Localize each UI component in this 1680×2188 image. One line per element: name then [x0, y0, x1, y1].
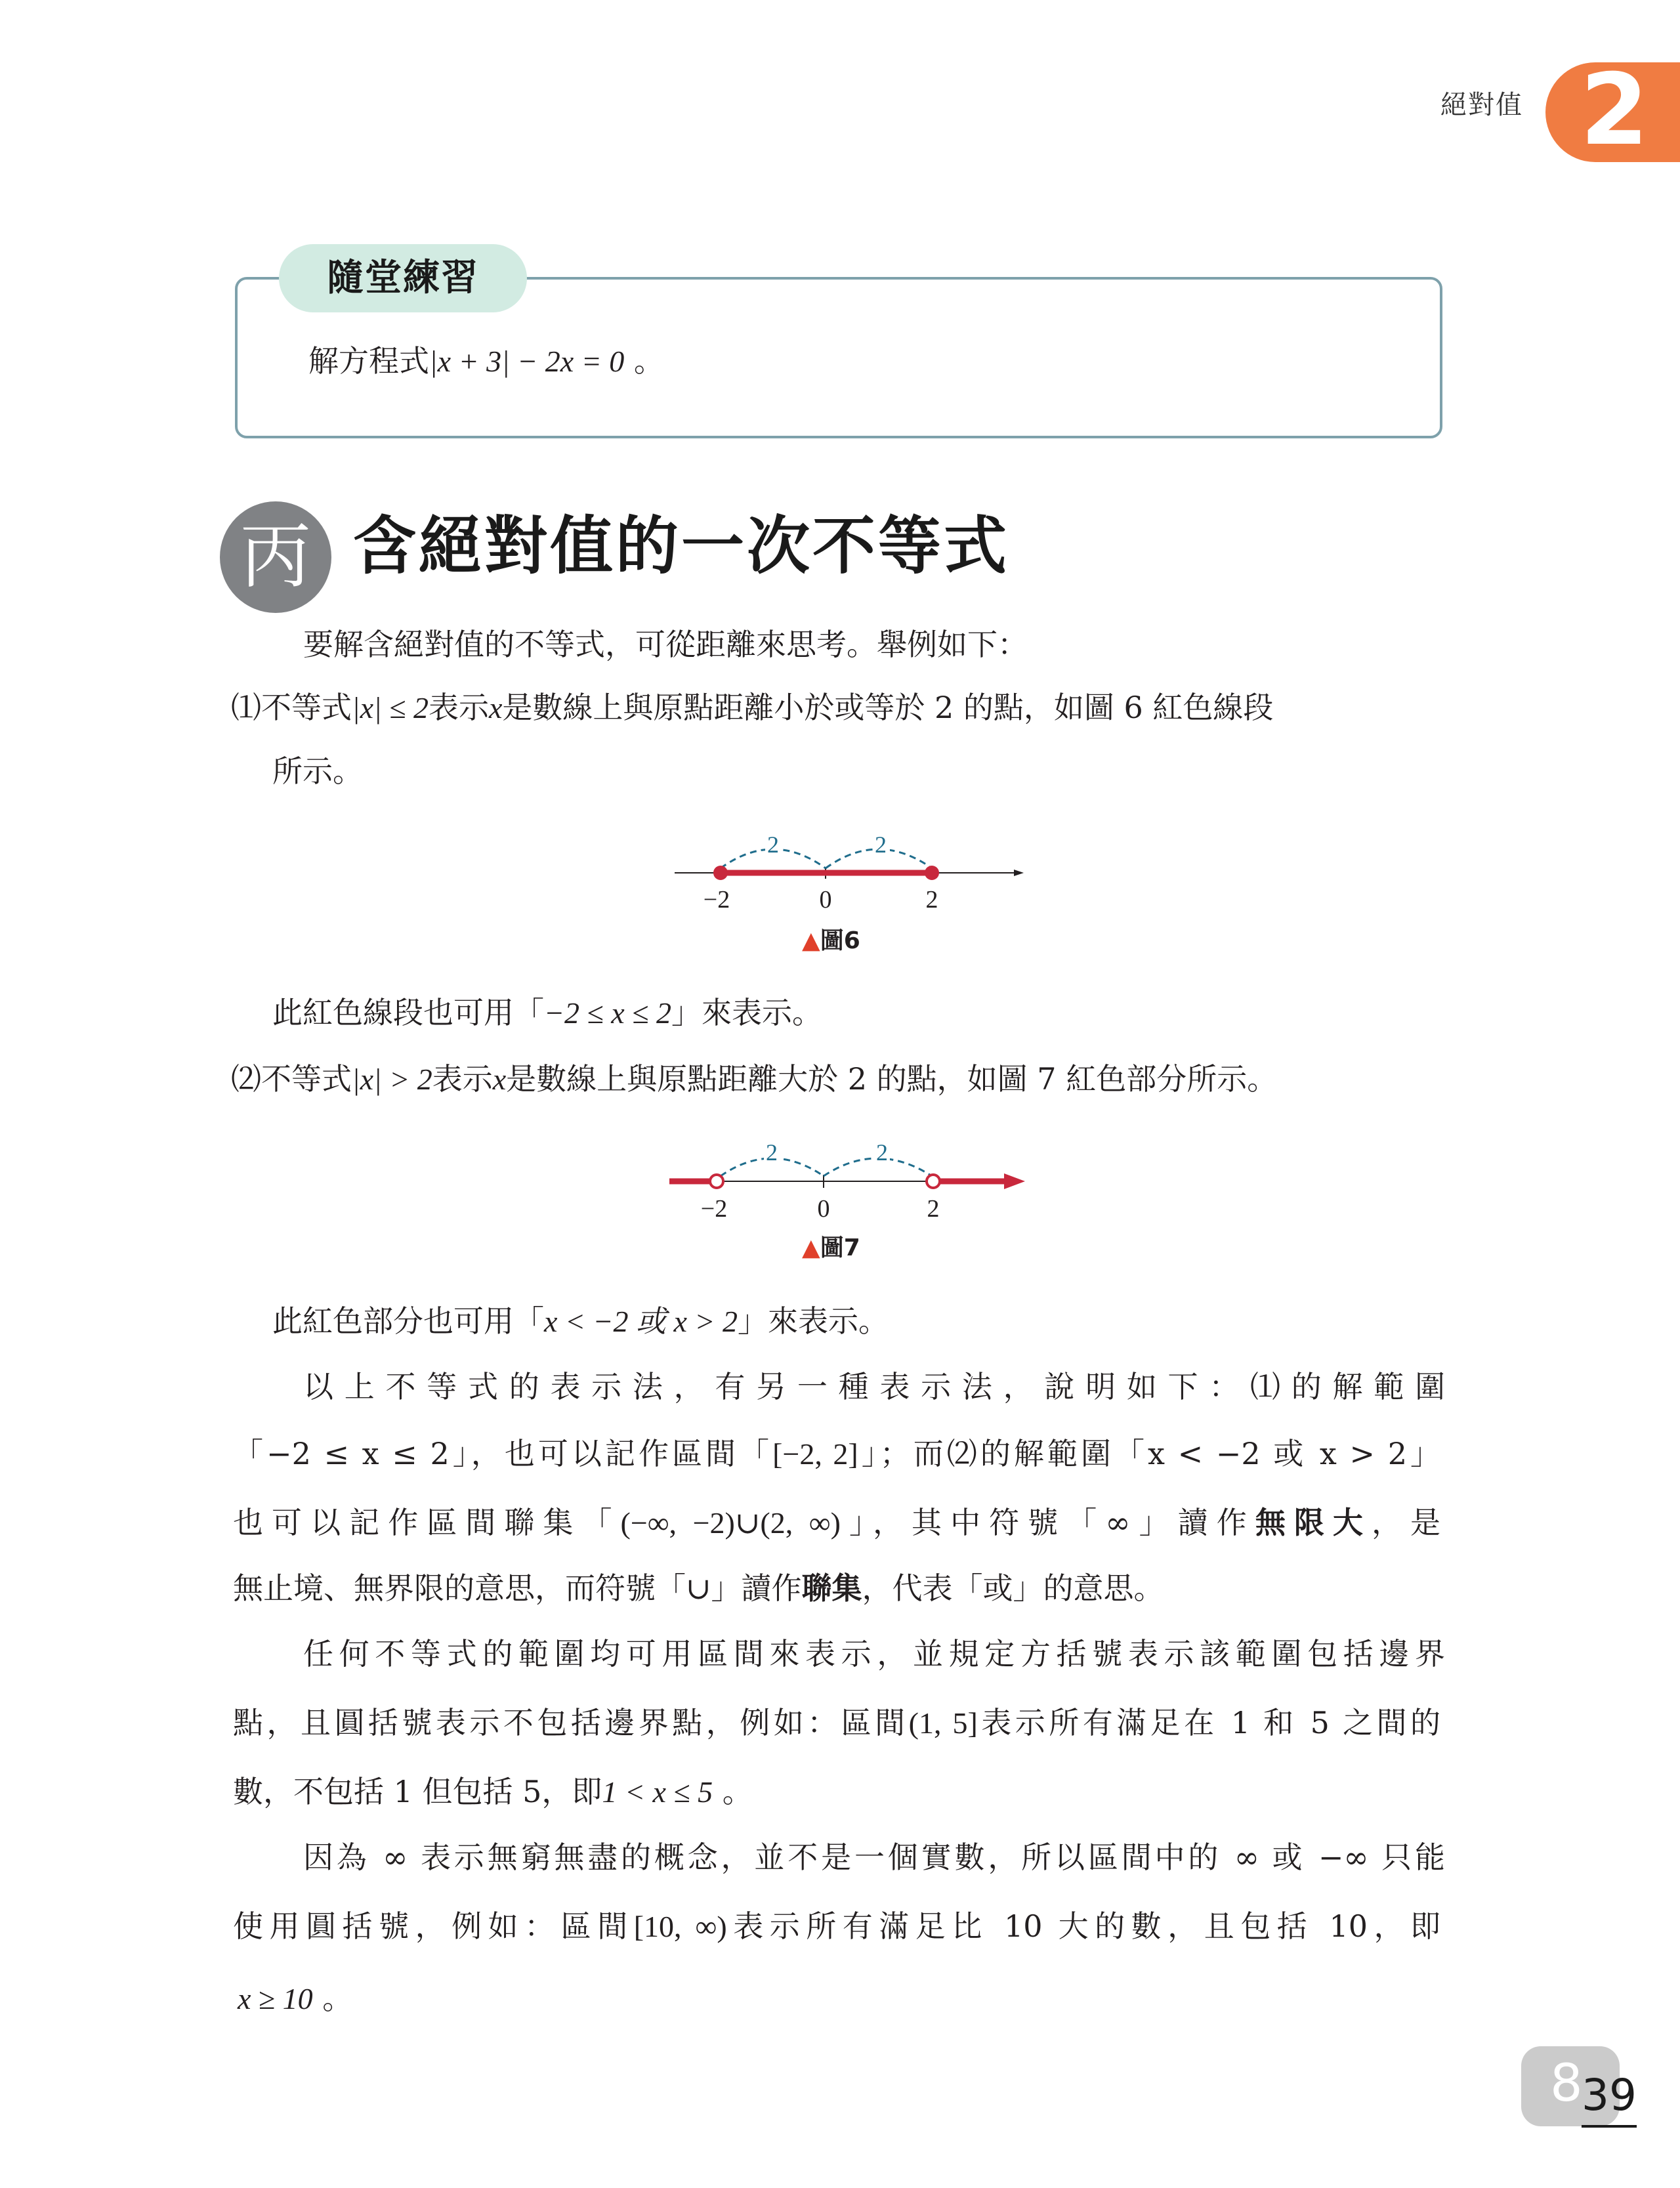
- term-infinity: 無限大: [1255, 1505, 1372, 1540]
- triangle-icon: ▲: [802, 927, 820, 954]
- svg-text:−2: −2: [703, 886, 730, 914]
- infinity-paragraph-line-1: 因為 ∞ 表示無窮無盡的概念，並不是一個實數，所以區間中的 ∞ 或 −∞ 只能: [303, 1840, 1445, 1875]
- bracket-paragraph-line-2: [233, 1703, 1440, 1743]
- item-2-text: 是數線上與原點距離大於 2 的點，如圖 7 紅色部分所示。: [506, 1061, 1278, 1097]
- item-2-math: |x| > 2: [352, 1062, 432, 1096]
- para-text: 數，不包括 1 但包括 5，即: [233, 1774, 602, 1809]
- note-text: 」來表示。: [737, 1303, 889, 1339]
- para-text: 。: [322, 1981, 353, 2016]
- practice-tag-label: 隨堂練習: [327, 257, 479, 299]
- item-1: [231, 688, 1273, 728]
- figure-6: [656, 824, 1037, 955]
- para-text: ，是: [1371, 1505, 1441, 1540]
- infinity-paragraph-line-3: [238, 1979, 352, 2019]
- figure-7-caption: [802, 1229, 860, 1263]
- para-text: 也可以記作區間聯集「: [233, 1505, 621, 1540]
- svg-text:2: 2: [875, 831, 887, 858]
- interval-paragraph-line-3: [233, 1503, 1440, 1543]
- section-title: 含絕對值的一次不等式: [353, 509, 1009, 583]
- svg-text:−2: −2: [700, 1195, 728, 1223]
- item-2-var: x: [492, 1062, 507, 1096]
- figure-6-note: [272, 993, 822, 1033]
- para-text: 。: [722, 1774, 753, 1809]
- figure-6-caption: [802, 922, 860, 956]
- para-text: ，代表「或」的意思。: [862, 1570, 1164, 1606]
- interval-paragraph-line-2: [233, 1434, 1440, 1474]
- interval-paragraph-line-4: [233, 1568, 1164, 1608]
- number-line-closed: [656, 824, 1037, 915]
- svg-text:0: 0: [819, 886, 832, 914]
- item-1-text: 是數線上與原點距離小於或等於 2 的點，如圖 6 紅色線段: [502, 690, 1274, 725]
- para-math: 1 < x ≤ 5: [602, 1775, 713, 1809]
- bracket-paragraph-line-1: 任何不等式的範圍均可用區間來表示，並規定方括號表示該範圍包括邊界: [303, 1636, 1445, 1672]
- interval-paragraph-line-1: 以上不等式的表示法，有另一種表示法，說明如下：⑴的解範圍: [303, 1369, 1445, 1404]
- item-2-text: 不等式: [261, 1061, 352, 1097]
- para-text: 使用圓括號，例如：區間: [233, 1908, 634, 1944]
- para-math: [10, ∞): [633, 1910, 727, 1943]
- para-text: 」，其中符號「∞」讀作: [840, 1505, 1255, 1540]
- chapter-number: 2: [1580, 53, 1649, 167]
- practice-question-math: |x + 3| − 2x = 0: [429, 345, 625, 378]
- svg-text:2: 2: [927, 1195, 940, 1223]
- figure-6-caption-text: 圖6: [820, 927, 860, 954]
- figure-7: [656, 1134, 1037, 1265]
- chapter-name: 絕對值: [1440, 90, 1523, 120]
- term-union: 聯集: [801, 1570, 862, 1606]
- note-math: x < −2 或 x > 2: [544, 1305, 738, 1338]
- figure-7-note: [272, 1301, 889, 1341]
- triangle-icon: ▲: [802, 1234, 820, 1261]
- para-math: [−2, 2]: [772, 1437, 858, 1471]
- bracket-paragraph-line-3: [233, 1772, 753, 1812]
- note-math: −2 ≤ x ≤ 2: [544, 996, 671, 1030]
- number-line-open: [656, 1134, 1037, 1226]
- item-2: [231, 1059, 1277, 1099]
- note-text: 此紅色線段也可用「: [272, 995, 544, 1030]
- infinity-paragraph-line-2: [233, 1906, 1440, 1946]
- para-text: 點，且圓括號表示不包括邊界點，例如：區間: [233, 1705, 909, 1740]
- item-1-text: 表示: [428, 690, 489, 725]
- note-text: 」來表示。: [671, 995, 822, 1030]
- para-math: x ≥ 10: [238, 1982, 313, 2015]
- practice-question-prefix: 解方程式: [308, 343, 429, 379]
- item-1-math: |x| ≤ 2: [352, 691, 429, 725]
- item-1-var: x: [488, 691, 503, 725]
- note-text: 此紅色部分也可用「: [272, 1303, 544, 1339]
- item-2-text: 表示: [432, 1061, 493, 1097]
- svg-text:2: 2: [876, 1139, 888, 1166]
- svg-text:0: 0: [817, 1195, 830, 1223]
- page-number: 39: [1582, 2066, 1637, 2128]
- para-math: (1, 5]: [908, 1706, 978, 1740]
- para-math: (−∞, −2)∪(2, ∞): [620, 1506, 841, 1540]
- item-2-label: ⑵: [231, 1061, 261, 1097]
- practice-question-suffix: 。: [633, 343, 664, 379]
- page-badge-digit: 8: [1550, 2054, 1583, 2113]
- para-text: 無止境、無界限的意思，而符號「∪」讀作: [233, 1570, 802, 1606]
- para-text: 表示所有滿足在 1 和 5 之間的: [977, 1705, 1441, 1740]
- svg-text:2: 2: [767, 831, 779, 858]
- practice-question: [308, 341, 664, 381]
- para-text: 」；而⑵的解範圍「x < −2 或 x > 2」: [858, 1436, 1440, 1471]
- svg-text:2: 2: [766, 1139, 778, 1166]
- para-text: 表示所有滿足比 10 大的數，且包括 10，即: [726, 1908, 1440, 1944]
- para-text: 「−2 ≤ x ≤ 2」，也可以記作區間「: [233, 1436, 773, 1471]
- figure-7-caption-text: 圖7: [820, 1234, 860, 1261]
- section-badge-label: 丙: [240, 516, 311, 598]
- intro-paragraph: 要解含絕對值的不等式，可從距離來思考。舉例如下：: [303, 627, 1028, 662]
- item-1-continued: 所示。: [272, 753, 363, 789]
- item-1-label: ⑴: [231, 690, 261, 725]
- item-1-text: 不等式: [261, 690, 352, 725]
- svg-text:2: 2: [925, 886, 938, 914]
